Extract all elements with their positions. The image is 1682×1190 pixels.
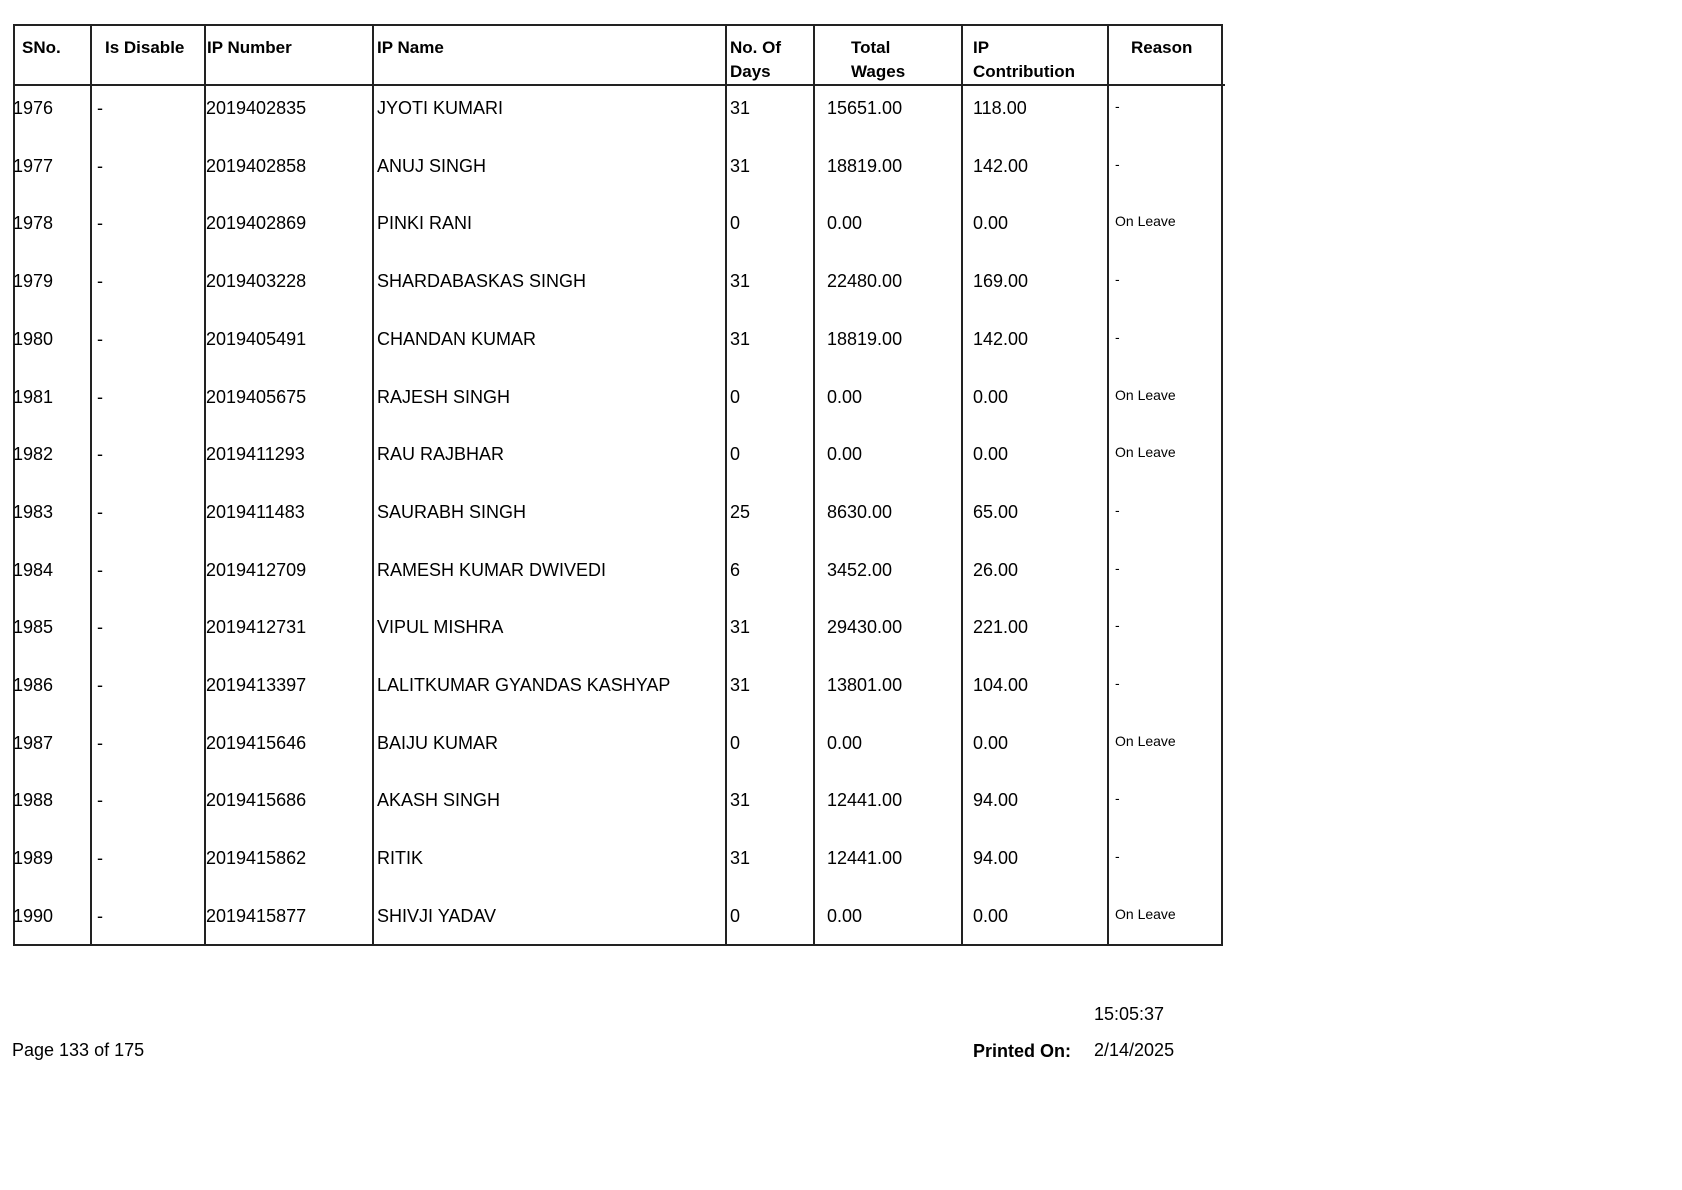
cell-reason: - <box>1115 98 1120 114</box>
cell-days: 0 <box>730 905 741 926</box>
cell-is-disable: - <box>97 905 103 926</box>
cell-sno: 1980 <box>13 328 54 349</box>
cell-ip-name: VIPUL MISHRA <box>377 617 504 638</box>
cell-reason: - <box>1115 271 1120 288</box>
cell-reason: - <box>1115 848 1120 865</box>
cell-ip-number: 2019412731 <box>206 617 307 638</box>
cell-reason: - <box>1115 617 1120 634</box>
cell-ip-name: SAURABH SINGH <box>377 501 527 522</box>
column-divider <box>372 24 374 946</box>
cell-is-disable: - <box>97 444 103 465</box>
cell-reason: - <box>1115 559 1120 576</box>
cell-sno: 1989 <box>13 848 54 869</box>
cell-is-disable: - <box>97 328 103 349</box>
cell-reason: On Leave <box>1115 732 1176 749</box>
printed-time: 15:05:37 <box>1094 1004 1165 1024</box>
cell-ip-number: 2019405675 <box>206 386 307 407</box>
cell-days: 31 <box>730 98 751 118</box>
cell-sno: 1977 <box>13 155 54 176</box>
cell-days: 0 <box>730 732 741 753</box>
cell-ip-name: RAU RAJBHAR <box>377 444 505 465</box>
cell-wages: 18819.00 <box>827 328 903 349</box>
cell-wages: 0.00 <box>827 213 863 234</box>
cell-days: 6 <box>730 559 741 580</box>
cell-days: 31 <box>730 271 751 292</box>
cell-ip-number: 2019415877 <box>206 905 307 926</box>
cell-wages: 18819.00 <box>827 155 903 176</box>
wage-table <box>13 24 1223 946</box>
cell-ip-name: RAMESH KUMAR DWIVEDI <box>377 559 607 580</box>
cell-is-disable: - <box>97 386 103 407</box>
cell-ip-name: AKASH SINGH <box>377 790 501 811</box>
cell-ip-name: SHIVJI YADAV <box>377 905 497 926</box>
header-days-line1: No. Of <box>730 38 781 57</box>
header-divider <box>13 84 1225 86</box>
cell-sno: 1986 <box>13 675 54 695</box>
cell-ip-name: RITIK <box>377 848 424 869</box>
cell-ip-number: 2019402869 <box>206 213 307 234</box>
cell-contribution: 0.00 <box>973 444 1009 465</box>
cell-ip-number: 2019415862 <box>206 848 307 869</box>
cell-contribution: 0.00 <box>973 732 1009 753</box>
cell-sno: 1988 <box>13 790 54 811</box>
cell-days: 0 <box>730 213 741 234</box>
cell-contribution: 0.00 <box>973 905 1009 926</box>
cell-contribution: 94.00 <box>973 790 1019 811</box>
cell-days: 31 <box>730 617 751 638</box>
cell-ip-name: SHARDABASKAS SINGH <box>377 271 587 292</box>
header-days <box>730 36 781 84</box>
cell-is-disable: - <box>97 98 103 118</box>
cell-reason: - <box>1115 675 1120 691</box>
cell-wages: 0.00 <box>827 444 863 465</box>
cell-ip-number: 2019402835 <box>206 98 307 118</box>
cell-reason: On Leave <box>1115 444 1176 461</box>
cell-days: 0 <box>730 386 741 407</box>
cell-reason: - <box>1115 501 1120 518</box>
cell-wages: 0.00 <box>827 732 863 753</box>
cell-is-disable: - <box>97 271 103 292</box>
cell-days: 25 <box>730 501 751 522</box>
cell-ip-name: RAJESH SINGH <box>377 386 511 407</box>
cell-is-disable: - <box>97 559 103 580</box>
cell-sno: 1987 <box>13 732 54 753</box>
cell-is-disable: - <box>97 617 103 638</box>
header-wages-line1: Total <box>851 38 891 57</box>
cell-ip-number: 2019415686 <box>206 790 307 811</box>
cell-days: 31 <box>730 848 751 869</box>
cell-reason: - <box>1115 790 1120 807</box>
cell-wages: 12441.00 <box>827 790 903 811</box>
cell-contribution: 142.00 <box>973 328 1029 349</box>
column-divider <box>90 24 92 946</box>
cell-contribution: 142.00 <box>973 155 1029 176</box>
cell-contribution: 221.00 <box>973 617 1029 638</box>
column-divider <box>961 24 963 946</box>
cell-ip-name: ANUJ SINGH <box>377 155 487 176</box>
header-wages-line2: Wages <box>851 62 906 81</box>
cell-contribution: 0.00 <box>973 386 1009 407</box>
cell-sno: 1990 <box>13 905 54 926</box>
cell-reason: - <box>1115 328 1120 345</box>
header-reason: Reason <box>1131 38 1193 57</box>
header-ip-name: IP Name <box>377 38 444 57</box>
cell-is-disable: - <box>97 732 103 753</box>
cell-sno: 1984 <box>13 559 54 580</box>
cell-contribution: 169.00 <box>973 271 1029 292</box>
printed-date: 2/14/2025 <box>1094 1040 1175 1060</box>
cell-is-disable: - <box>97 155 103 176</box>
cell-reason: On Leave <box>1115 386 1176 403</box>
cell-wages: 8630.00 <box>827 501 893 522</box>
cell-reason: On Leave <box>1115 213 1176 230</box>
cell-ip-number: 2019403228 <box>206 271 307 292</box>
cell-sno: 1976 <box>13 98 54 118</box>
cell-reason: - <box>1115 155 1120 172</box>
header-is-disable: Is Disable <box>105 38 185 57</box>
header-ip-number: IP Number <box>207 38 292 57</box>
cell-wages: 22480.00 <box>827 271 903 292</box>
cell-ip-name: LALITKUMAR GYANDAS KASHYAP <box>377 675 671 695</box>
cell-contribution: 118.00 <box>973 98 1027 118</box>
cell-ip-number: 2019405491 <box>206 328 307 349</box>
cell-days: 31 <box>730 328 751 349</box>
cell-ip-name: PINKI RANI <box>377 213 473 234</box>
cell-ip-name: CHANDAN KUMAR <box>377 328 537 349</box>
cell-wages: 0.00 <box>827 386 863 407</box>
column-divider <box>1107 24 1109 946</box>
cell-wages: 29430.00 <box>827 617 903 638</box>
cell-contribution: 26.00 <box>973 559 1019 580</box>
header-contribution-line2: Contribution <box>973 62 1075 81</box>
printed-on-label: Printed On: <box>973 1041 1071 1061</box>
cell-days: 0 <box>730 444 741 465</box>
header-contribution-line1: IP <box>973 38 990 57</box>
cell-days: 31 <box>730 155 751 176</box>
cell-is-disable: - <box>97 848 103 869</box>
cell-ip-number: 2019402858 <box>206 155 307 176</box>
cell-is-disable: - <box>97 501 103 522</box>
cell-sno: 1982 <box>13 444 54 465</box>
cell-ip-number: 2019412709 <box>206 559 307 580</box>
cell-ip-name: JYOTI KUMARI <box>377 98 504 118</box>
column-divider <box>725 24 727 946</box>
cell-days: 31 <box>730 790 751 811</box>
cell-sno: 1979 <box>13 271 54 292</box>
page-number: Page 133 of 175 <box>12 1040 145 1060</box>
cell-ip-number: 2019413397 <box>206 675 307 695</box>
cell-ip-name: BAIJU KUMAR <box>377 732 499 753</box>
cell-contribution: 65.00 <box>973 501 1019 522</box>
cell-sno: 1985 <box>13 617 54 638</box>
cell-reason: On Leave <box>1115 905 1176 922</box>
column-divider <box>813 24 815 946</box>
cell-contribution: 0.00 <box>973 213 1009 234</box>
header-contribution <box>973 36 1075 84</box>
cell-wages: 15651.00 <box>827 98 903 118</box>
header-days-line2: Days <box>730 62 771 81</box>
header-sno: SNo. <box>22 38 61 57</box>
cell-days: 31 <box>730 675 751 695</box>
cell-contribution: 104.00 <box>973 675 1029 695</box>
cell-ip-number: 2019411293 <box>206 444 305 465</box>
cell-is-disable: - <box>97 790 103 811</box>
cell-is-disable: - <box>97 213 103 234</box>
cell-ip-number: 2019411483 <box>206 501 305 522</box>
cell-wages: 12441.00 <box>827 848 903 869</box>
cell-ip-number: 2019415646 <box>206 732 307 753</box>
cell-sno: 1981 <box>13 386 54 407</box>
cell-wages: 0.00 <box>827 905 863 926</box>
cell-wages: 3452.00 <box>827 559 893 580</box>
header-wages <box>851 36 905 84</box>
cell-is-disable: - <box>97 675 103 695</box>
cell-contribution: 94.00 <box>973 848 1019 869</box>
cell-wages: 13801.00 <box>827 675 903 695</box>
cell-sno: 1983 <box>13 501 54 522</box>
cell-sno: 1978 <box>13 213 54 234</box>
